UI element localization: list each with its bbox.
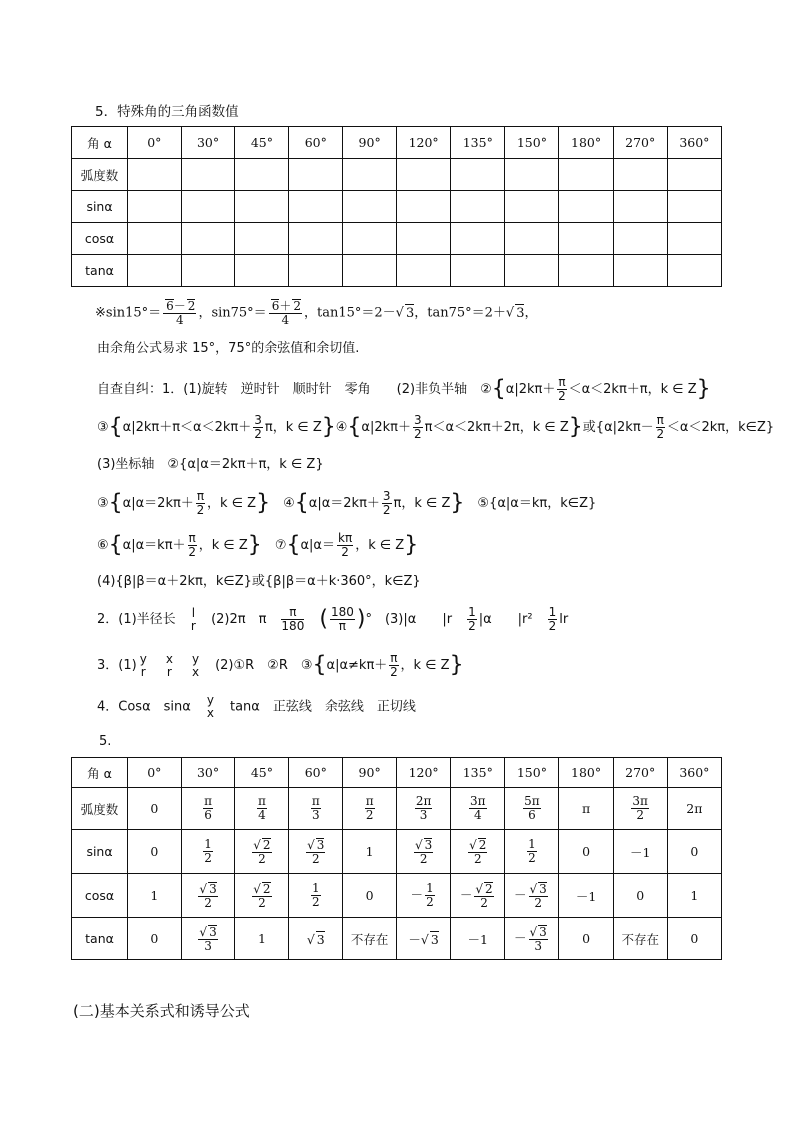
value-cell <box>235 159 289 191</box>
value-cell: $\frac{√ 2}{2}$ <box>451 830 505 874</box>
note-line-2: 由余角公式易求 15°，75°的余弦值和余切值. <box>97 341 360 356</box>
value-cell <box>667 255 721 287</box>
value-cell <box>343 159 397 191</box>
answer-line-5: ⑥{α|α＝kπ＋ $\frac{\pi}{2}$ ，k ∈ Z} ⑦{α|α＝ $\frac{k\pi}{2}$ ，k ∈ Z} <box>97 531 419 559</box>
value-cell <box>343 191 397 223</box>
frac-sin75: $\frac{6+ 2}{4}$ <box>269 299 302 327</box>
value-cell: －1 <box>451 918 505 960</box>
value-cell: － $\frac{√ 2}{2}$ <box>451 874 505 918</box>
value-cell: 2π <box>667 788 721 830</box>
value-cell: 1 <box>343 830 397 874</box>
value-cell: $\frac{√ 3}{2}$ <box>397 830 451 874</box>
row-label: tanα <box>72 255 128 287</box>
header-cell: 120° <box>397 758 451 788</box>
row-label: sinα <box>72 191 128 223</box>
value-cell <box>613 191 667 223</box>
value-cell: $\frac{3\pi}{4}$ <box>451 788 505 830</box>
header-cell: 150° <box>505 758 559 788</box>
row-label: 弧度数 <box>72 159 128 191</box>
value-cell <box>128 223 182 255</box>
value-cell: 0 <box>559 918 613 960</box>
value-cell: － $\frac{√ 3}{2}$ <box>505 874 559 918</box>
value-cell: 0 <box>128 830 182 874</box>
value-cell <box>128 255 182 287</box>
filled-angle-table <box>71 757 722 960</box>
row-label: cosα <box>72 874 128 918</box>
value-cell: $\frac{2\pi}{3}$ <box>397 788 451 830</box>
value-cell <box>613 255 667 287</box>
header-cell: 60° <box>289 127 343 159</box>
value-cell: $\frac{√ 3}{3}$ <box>181 918 235 960</box>
value-cell: 1 <box>128 874 182 918</box>
value-cell <box>289 159 343 191</box>
value-cell: $\frac{√ 3}{2}$ <box>181 874 235 918</box>
value-cell: $\frac{\pi}{4}$ <box>235 788 289 830</box>
value-cell <box>235 191 289 223</box>
answer-line-2: ③{α|2kπ＋π＜α＜2kπ＋ $\frac{3}{2}$ π，k ∈ Z}④{α|2kπ＋ $\frac{3}{2}$ π＜α＜2kπ＋2π，k ∈ Z}或{α|2kπ－ $\frac{\pi}{2}$ ＜α＜2kπ，k∈Z} <box>97 413 775 441</box>
answer-line-6: (4){β|β＝α＋2kπ，k∈Z}或{β|β＝α＋k·360°，k∈Z} <box>97 574 421 589</box>
value-cell: － $\frac{√ 3}{3}$ <box>505 918 559 960</box>
value-cell <box>613 223 667 255</box>
value-cell <box>451 223 505 255</box>
value-cell: 0 <box>559 830 613 874</box>
value-cell <box>667 223 721 255</box>
value-cell <box>451 191 505 223</box>
value-cell <box>181 255 235 287</box>
header-cell: 30° <box>181 758 235 788</box>
value-cell: 0 <box>343 874 397 918</box>
value-cell <box>343 223 397 255</box>
value-cell: $\frac{\pi}{6}$ <box>181 788 235 830</box>
value-cell: 0 <box>667 830 721 874</box>
value-cell: $\frac{1}{2}$ <box>289 874 343 918</box>
value-cell <box>397 223 451 255</box>
value-cell: $\frac{√ 2}{2}$ <box>235 874 289 918</box>
value-cell <box>235 223 289 255</box>
value-cell: $\frac{\pi}{2}$ <box>343 788 397 830</box>
header-cell: 45° <box>235 127 289 159</box>
answer-line-10: 5. <box>99 734 112 749</box>
value-cell <box>235 255 289 287</box>
value-cell: $\frac{5\pi}{6}$ <box>505 788 559 830</box>
value-cell <box>667 159 721 191</box>
value-cell: 0 <box>128 918 182 960</box>
value-cell: π <box>559 788 613 830</box>
header-cell: 30° <box>181 127 235 159</box>
value-cell: －√ 3 <box>397 918 451 960</box>
value-cell <box>559 159 613 191</box>
frac-sin15: $\frac{6- 2}{4}$ <box>163 299 196 327</box>
value-cell <box>451 255 505 287</box>
header-cell: 90° <box>343 127 397 159</box>
answer-line-3: (3)坐标轴 ②{α|α＝2kπ＋π，k ∈ Z} <box>97 457 324 472</box>
header-cell: 150° <box>505 127 559 159</box>
row-label: tanα <box>72 918 128 960</box>
value-cell <box>343 255 397 287</box>
value-cell <box>451 159 505 191</box>
header-cell: 180° <box>559 758 613 788</box>
empty-angle-table <box>71 126 722 287</box>
value-cell: 不存在 <box>613 918 667 960</box>
value-cell <box>559 255 613 287</box>
value-cell: $\frac{\pi}{3}$ <box>289 788 343 830</box>
value-cell <box>128 159 182 191</box>
header-cell: 135° <box>451 758 505 788</box>
value-cell <box>667 191 721 223</box>
value-cell: －1 <box>613 830 667 874</box>
value-cell <box>613 159 667 191</box>
answer-line-4: ③{α|α＝2kπ＋ $\frac{\pi}{2}$ ，k ∈ Z} ④{α|α＝2kπ＋ $\frac{3}{2}$ π，k ∈ Z} ⑤{α|α＝kπ，k∈Z} <box>97 489 597 517</box>
value-cell <box>181 191 235 223</box>
header-cell: 45° <box>235 758 289 788</box>
value-cell <box>505 223 559 255</box>
value-cell <box>397 255 451 287</box>
header-cell: 60° <box>289 758 343 788</box>
answer-line-9: 4．Cosα sinα y x tanα 正弦线 余弦线 正切线 <box>97 693 416 720</box>
header-cell: 360° <box>667 127 721 159</box>
header-cell: 360° <box>667 758 721 788</box>
value-cell <box>505 159 559 191</box>
value-cell <box>128 191 182 223</box>
header-cell: 180° <box>559 127 613 159</box>
value-cell <box>559 223 613 255</box>
value-cell: － $\frac{1}{2}$ <box>397 874 451 918</box>
header-cell: 120° <box>397 127 451 159</box>
answer-line-1: 自查自纠：1．(1)旋转 逆时针 顺时针 零角 (2)非负半轴 ②{α|2kπ＋ $\frac{\pi}{2}$ ＜α＜2kπ＋π，k ∈ Z} <box>97 375 711 403</box>
value-cell: $\frac{3\pi}{2}$ <box>613 788 667 830</box>
header-cell: 270° <box>613 127 667 159</box>
header-cell: 0° <box>128 127 182 159</box>
value-cell: $\frac{1}{2}$ <box>505 830 559 874</box>
value-cell <box>397 191 451 223</box>
value-cell <box>559 191 613 223</box>
value-cell <box>397 159 451 191</box>
value-cell <box>289 223 343 255</box>
answer-line-8: 3．(1) y r x r y x (2)①R ②R ③{α|α≠kπ＋ $\frac{\pi}{2}$ ，k ∈ Z} <box>97 651 464 679</box>
value-cell: $\frac{√ 2}{2}$ <box>235 830 289 874</box>
value-cell <box>505 255 559 287</box>
value-cell <box>505 191 559 223</box>
footer-title: (二)基本关系式和诱导公式 <box>73 1002 250 1020</box>
header-cell: 270° <box>613 758 667 788</box>
header-cell: 135° <box>451 127 505 159</box>
value-cell: √ 3 <box>289 918 343 960</box>
value-cell <box>289 191 343 223</box>
note-line: ※sin15°＝ $\frac{6- 2}{4}$ ，sin75°＝ $\frac{6+ 2}{4}$ ，tan15°＝2－√ 3，tan75°＝2＋√ 3， <box>95 299 538 327</box>
answer-line-7: 2．(1)半径长 l r (2)2π π $\frac{\pi}{180}$ ( $\frac{180}{\pi}$ )° (3)|α |r $\frac{1}{2}$ |α |r² $\frac{1}{2}$ lr <box>97 605 569 633</box>
value-cell: 0 <box>613 874 667 918</box>
row-label: cosα <box>72 223 128 255</box>
value-cell: $\frac{1}{2}$ <box>181 830 235 874</box>
value-cell <box>181 223 235 255</box>
row-label: sinα <box>72 830 128 874</box>
value-cell <box>181 159 235 191</box>
header-cell: 角 α <box>72 127 128 159</box>
value-cell: 不存在 <box>343 918 397 960</box>
header-cell: 0° <box>128 758 182 788</box>
header-cell: 90° <box>343 758 397 788</box>
value-cell: －1 <box>559 874 613 918</box>
value-cell: 0 <box>128 788 182 830</box>
value-cell: 1 <box>667 874 721 918</box>
header-cell: 角 α <box>72 758 128 788</box>
value-cell: 0 <box>667 918 721 960</box>
section-title: 5．特殊角的三角函数值 <box>95 104 239 120</box>
value-cell: 1 <box>235 918 289 960</box>
row-label: 弧度数 <box>72 788 128 830</box>
value-cell <box>289 255 343 287</box>
value-cell: $\frac{√ 3}{2}$ <box>289 830 343 874</box>
